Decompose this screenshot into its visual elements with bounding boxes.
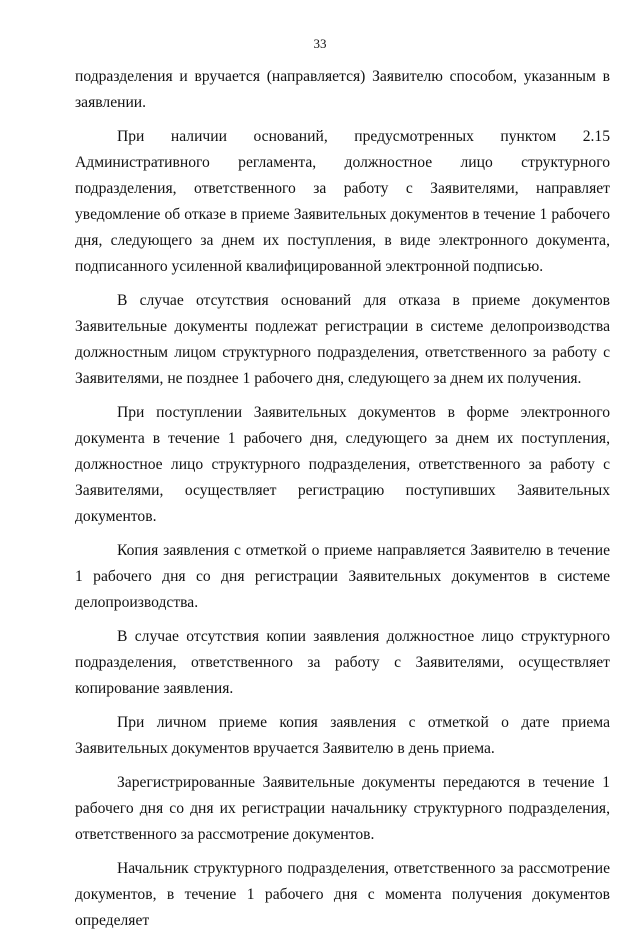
paragraph-transfer: Зарегистрированные Заявительные документы передаются в течение 1 рабочего дня со дня их регистрации начальнику структурного подразделения, ответственного за рассмотрение документов. xyxy=(75,774,610,843)
paragraph-refusal-notice: При наличии оснований, предусмотренных пунктом 2.15 Административного регламента, должностное лицо структурного подразделения, ответственного за работу с Заявителями, направляет уведомление об отказе в приеме Заявительных документов в течение 1 рабочего дня, следующего за днем их поступления, в виде электронного документа, подписанного усиленной квалифицированной электронной подписью. xyxy=(75,128,610,275)
paragraph-personal-reception: При личном приеме копия заявления с отметкой о дате приема Заявительных документов вручается Заявителю в день приема. xyxy=(75,714,610,757)
document-body xyxy=(75,64,610,942)
paragraph-copy-sent: Копия заявления с отметкой о приеме направляется Заявителю в течение 1 рабочего дня со дня регистрации Заявительных документов в системе делопроизводства. xyxy=(75,542,610,611)
paragraph-electronic-registration: При поступлении Заявительных документов в форме электронного документа в течение 1 рабочего дня, следующего за днем их поступления, должностное лицо структурного подразделения, ответственного за работу с Заявителями, осуществляет регистрацию поступивших Заявительных документов. xyxy=(75,404,610,525)
paragraph-registration: В случае отсутствия оснований для отказа в приеме документов Заявительные документы подлежат регистрации в системе делопроизводства должностным лицом структурного подразделения, ответственного за работу с Заявителями, не позднее 1 рабочего дня, следующего за днем их получения. xyxy=(75,292,610,387)
paragraph-continuation: подразделения и вручается (направляется) Заявителю способом, указанным в заявлении. xyxy=(75,68,610,111)
paragraph-copy-missing: В случае отсутствия копии заявления должностное лицо структурного подразделения, ответственного за работу с Заявителями, осуществляет копирование заявления. xyxy=(75,628,610,697)
page-number: 33 xyxy=(313,36,327,51)
paragraph-head-determines: Начальник структурного подразделения, ответственного за рассмотрение документов, в течение 1 рабочего дня с момента получения документов определяет xyxy=(75,860,610,929)
